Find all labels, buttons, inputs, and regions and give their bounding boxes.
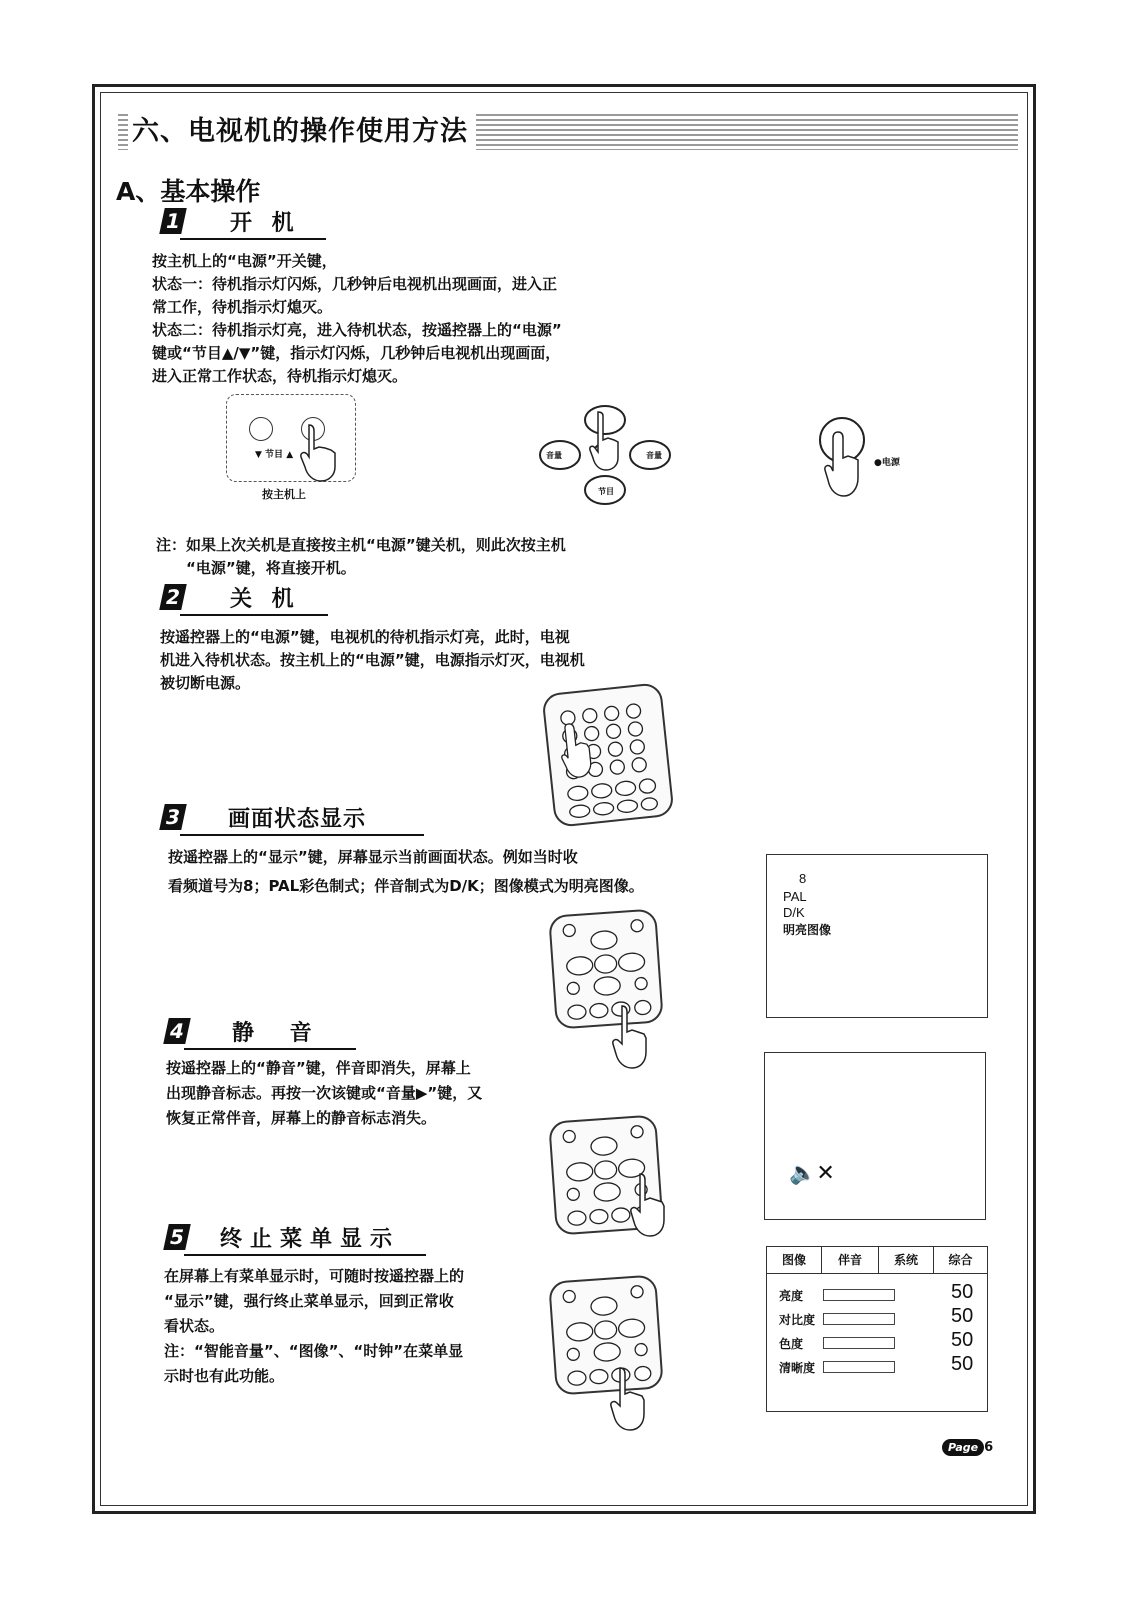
dpad-diagram [538, 400, 672, 510]
page-number-badge [942, 1436, 993, 1456]
text-line: 按遥控器上的“电源”键，电视机的待机指示灯亮，此时，电视 [160, 628, 570, 646]
panel-caption: 按主机上 [262, 488, 306, 501]
remote-control-illustration [541, 682, 674, 828]
menu-row-label: 色度 [779, 1337, 804, 1351]
remote-buttons [544, 684, 673, 825]
subheading-label: 终止菜单显示 [220, 1227, 401, 1252]
menu-row-bar [823, 1313, 895, 1325]
text-line: 机进入待机状态。按主机上的“电源”键，电源指示灯灭，电视机 [160, 651, 585, 669]
chapter-title: 六、电视机的操作使用方法 [128, 112, 476, 152]
display-status-instructions [168, 846, 728, 898]
menu-row-bar [823, 1361, 895, 1373]
step-number: 5 [163, 1224, 191, 1250]
power-off-instructions [160, 626, 700, 695]
menu-tab-system: 系统 [879, 1247, 934, 1273]
power-on-note [156, 534, 696, 580]
status-screen [766, 854, 988, 1018]
text-line: “电源”键，将直接开机。 [186, 559, 356, 577]
remote-power-label: ●电源 [874, 458, 900, 468]
screen-channel: 8 [799, 871, 807, 886]
text-line: 看频道号为8；PAL彩色制式；伴音制式为D/K；图像模式为明亮图像。 [168, 877, 644, 895]
text-line: 按遥控器上的“显示”键，屏幕显示当前画面状态。例如当时收 [168, 848, 578, 866]
dpad-down-label: 节目 [598, 487, 614, 496]
menu-row-label: 亮度 [779, 1289, 804, 1303]
mute-instructions [166, 1056, 566, 1131]
underline [180, 834, 424, 836]
subheading-power-off [162, 582, 328, 616]
step-number: 2 [159, 584, 187, 610]
pointing-hand-icon [608, 1366, 648, 1432]
menu-row-value: 50 [951, 1329, 974, 1351]
step-number: 3 [159, 804, 187, 830]
page-label: Page [942, 1439, 984, 1456]
subheading-display-status [162, 802, 424, 836]
menu-tab-bar [767, 1247, 987, 1274]
menu-row-bar [823, 1337, 895, 1349]
menu-row-label: 清晰度 [779, 1361, 816, 1375]
text-line: 恢复正常伴音，屏幕上的静音标志消失。 [166, 1109, 437, 1127]
channel-down-button [249, 417, 273, 441]
text-line: 键或“节目▲/▼”键，指示灯闪烁，几秒钟后电视机出现画面， [152, 344, 561, 362]
underline [184, 1048, 356, 1050]
power-on-instructions [152, 250, 692, 388]
step-number: 1 [159, 208, 187, 234]
text-line: 注：“智能音量”、“图像”、“时钟”在菜单显 [164, 1342, 464, 1360]
up-button [585, 406, 625, 434]
text-line: 状态二：待机指示灯亮，进入待机状态，按遥控器上的“电源” [152, 321, 562, 339]
text-line: 在屏幕上有菜单显示时，可随时按遥控器上的 [164, 1267, 465, 1285]
underline [180, 238, 326, 240]
dpad-left-label: 音量 [546, 451, 562, 460]
underline [184, 1254, 426, 1256]
menu-tab-picture: 图像 [767, 1247, 822, 1273]
dpad-right-label: 音量 [646, 451, 662, 460]
mute-icon: 🔈✕ [789, 1161, 835, 1186]
subheading-label: 画面状态显示 [228, 807, 367, 832]
text-line: 按主机上的“电源”开关键， [152, 252, 337, 270]
subheading-label: 关 机 [230, 587, 300, 612]
remote-power-diagram [816, 414, 876, 504]
subheading-power-on [162, 206, 326, 240]
text-line: 状态一：待机指示灯闪烁，几秒钟后电视机出现画面，进入正 [152, 275, 558, 293]
underline [180, 614, 328, 616]
text-line: 进入正常工作状态，待机指示灯熄灭。 [152, 367, 408, 385]
text-line: 看状态。 [164, 1317, 225, 1335]
menu-row-value: 50 [951, 1353, 974, 1375]
pointing-hand-icon [610, 1004, 650, 1070]
subheading-label: 开 机 [230, 211, 300, 236]
exit-menu-instructions [164, 1264, 548, 1389]
menu-row-value: 50 [951, 1305, 974, 1327]
picture-menu-screen [766, 1246, 988, 1412]
menu-row-bar [823, 1289, 895, 1301]
screen-sound-system: D/K [783, 905, 805, 920]
menu-tab-general: 综合 [948, 1253, 973, 1267]
text-line: 被切断电源。 [160, 674, 251, 692]
text-line: “显示”键，强行终止菜单显示，回到正常收 [164, 1292, 454, 1310]
mute-screen [764, 1052, 986, 1220]
pointing-hand-icon [628, 1172, 668, 1238]
text-line: 常工作，待机指示灯熄灭。 [152, 298, 333, 316]
subheading-mute [166, 1016, 356, 1050]
menu-row-label: 对比度 [779, 1313, 816, 1327]
screen-picture-mode: 明亮图像 [783, 923, 832, 937]
chapter-header [118, 112, 1018, 152]
text-line: 出现静音标志。再按一次该键或“音量▶”键，又 [166, 1084, 483, 1102]
main-unit-panel [226, 394, 356, 482]
menu-row-value: 50 [951, 1281, 974, 1303]
subheading-exit-menu [166, 1222, 426, 1256]
text-line: 按遥控器上的“静音”键，伴音即消失，屏幕上 [166, 1059, 471, 1077]
menu-tab-sound: 伴音 [822, 1247, 879, 1273]
screen-color-system: PAL [783, 889, 807, 904]
text-line: 注：如果上次关机是直接按主机“电源”键关机，则此次按主机 [156, 536, 566, 554]
text-line: 示时也有此功能。 [164, 1367, 285, 1385]
page-number: 6 [984, 1440, 994, 1455]
pointing-hand-icon [299, 423, 343, 483]
step-number: 4 [163, 1018, 191, 1044]
subheading-label: 静 音 [232, 1021, 326, 1046]
panel-button-label: ▼ 节目 ▲ [255, 450, 294, 460]
section-title: A、基本操作 [116, 177, 261, 206]
